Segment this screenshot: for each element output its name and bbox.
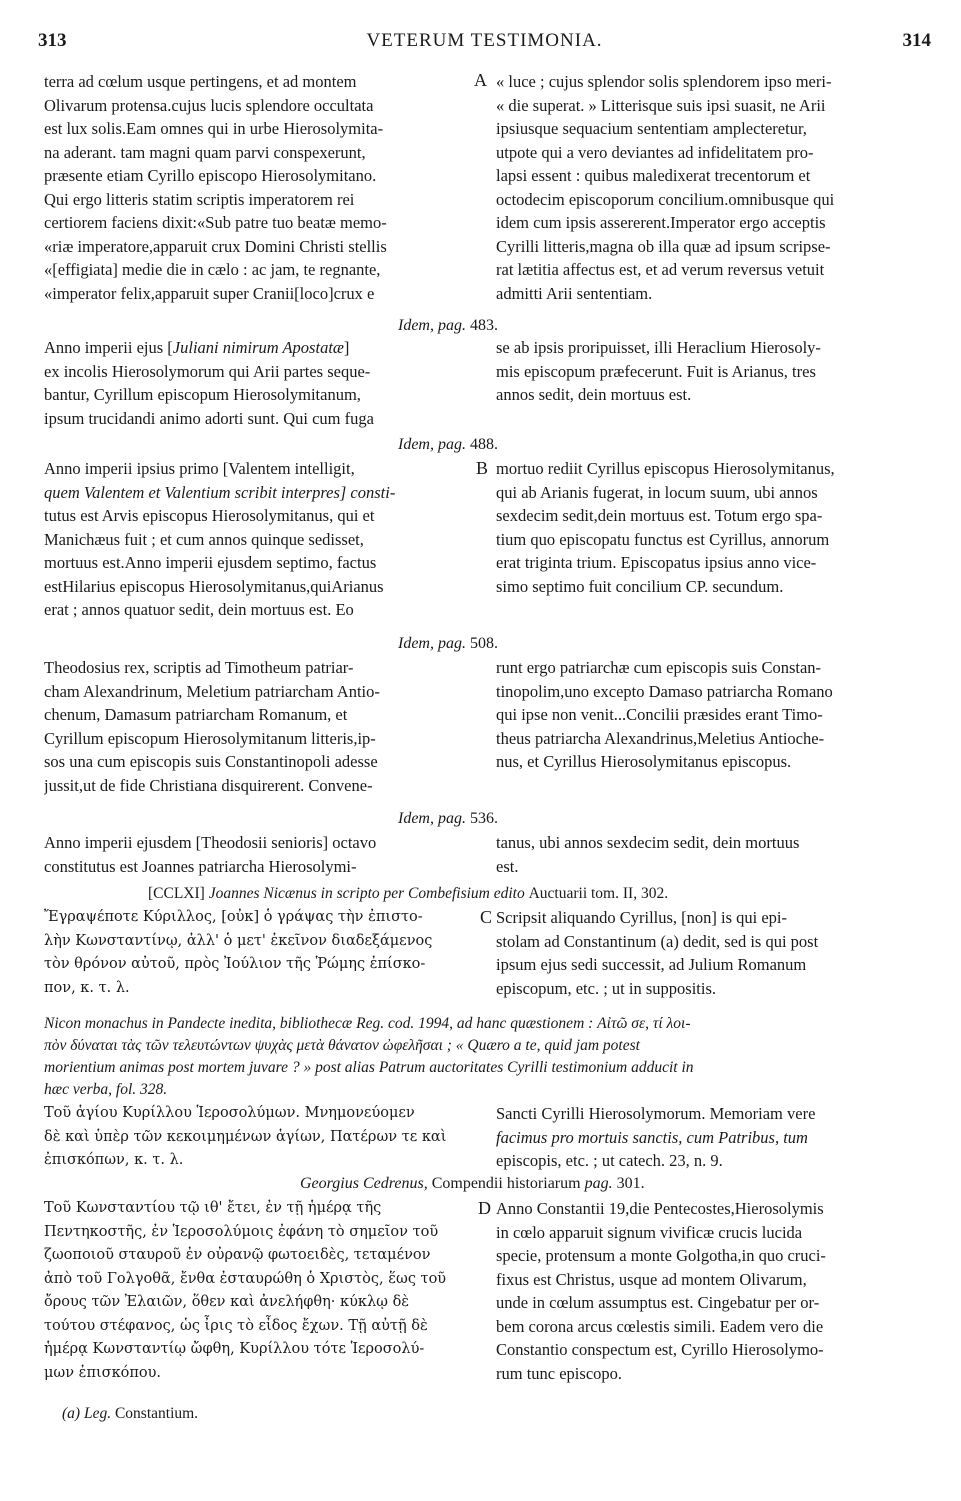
text-line: ζωοποιοῦ σταυροῦ ἐν οὐρανῷ φωτοειδὲς, τεταμένον bbox=[44, 1247, 431, 1263]
section-number: [CCLXI] bbox=[148, 885, 205, 902]
block3-right-column bbox=[496, 457, 928, 598]
block1-right-column bbox=[496, 70, 928, 305]
block7-latin-column bbox=[496, 1102, 928, 1173]
text-line: ipsum trucidandi animo adorti sunt. Qui cum fuga bbox=[44, 408, 374, 428]
text-line: μων ἐπισκόπου. bbox=[44, 1364, 162, 1381]
ref-title: Compendii historiarum bbox=[431, 1175, 581, 1192]
block2-right-column bbox=[496, 336, 928, 407]
text-line: Anno Constantii 19,die Pentecostes,Hierosolymis bbox=[496, 1199, 824, 1218]
block2-left-column bbox=[44, 336, 474, 430]
block1-left-column bbox=[44, 70, 474, 305]
ref-page-number: 301. bbox=[616, 1175, 645, 1192]
ref-author: Idem, bbox=[398, 810, 434, 827]
text-line: na aderant. tam magni quam parvi conspexerunt, bbox=[44, 142, 366, 162]
text-line: ipsiusque sequacium sententiam amplecteretur, bbox=[496, 119, 807, 138]
text-line: ἐπισκόπων, κ. τ. λ. bbox=[44, 1152, 184, 1168]
ref-page-number: 488. bbox=[469, 436, 498, 453]
text-line: Anno imperii ejus [Juliani nimirum Apostatæ] bbox=[44, 338, 350, 357]
text-line: est. bbox=[496, 856, 519, 876]
margin-letter-c: C bbox=[480, 907, 493, 927]
text-line: mis episcopum præfecerunt. Fuit is Arianus, tres bbox=[496, 361, 816, 381]
text-line: Cyrilli litteris,magna ob illa quæ ad ipsum scripse- bbox=[496, 236, 831, 256]
text-line: erat triginta trium. Episcopatus ipsius anno vice- bbox=[496, 553, 817, 572]
text-line: τὸν θρόνον αὐτοῦ, πρὸς Ἰούλιον τῆς Ῥώμης ἐπίσκο- bbox=[44, 956, 426, 972]
text-line: sexdecim sedit,dein mortuus est. Totum ergo spa- bbox=[496, 506, 823, 525]
text-line: Olivarum protensa.cujus lucis splendore occultata bbox=[44, 95, 374, 115]
reference-heading bbox=[300, 1174, 645, 1194]
text-line: qui ipse non venit...Concilii præsides erant Timo- bbox=[496, 705, 823, 724]
text-line: δὲ καὶ ὑπὲρ τῶν κεκοιμημένων ἁγίων, Πατέρων τε καὶ bbox=[44, 1128, 447, 1145]
reference-heading bbox=[398, 435, 498, 455]
text-line: specie, protensum a monte Golgotha,in quo cruci- bbox=[496, 1246, 826, 1265]
text-line: unde in cœlum assumptus est. Cingebatur per or- bbox=[496, 1293, 820, 1312]
text-line: tutus est Arvis episcopus Hierosolymitanus, qui et bbox=[44, 506, 375, 525]
footnote-abbr: Leg. bbox=[83, 1405, 112, 1422]
text-line: rum tunc episcopo. bbox=[496, 1363, 623, 1383]
text-line: Theodosius rex, scriptis ad Timotheum patriar- bbox=[44, 658, 354, 677]
block4-right-column bbox=[496, 656, 928, 774]
ref-author: Idem, bbox=[398, 317, 434, 334]
block4-left-column bbox=[44, 656, 474, 797]
text-line: ἡμέρᾳ Κωνσταντίῳ ὤφθη, Κυρίλλου τότε Ἱεροσολύ- bbox=[44, 1341, 425, 1357]
block7-greek-column bbox=[44, 1102, 474, 1173]
ref-pag: pag. bbox=[437, 810, 466, 827]
ref-page-number: 508. bbox=[469, 635, 498, 652]
text-line: theus patriarcha Alexandrinus,Meletius Antioche- bbox=[496, 728, 825, 748]
text-line: stolam ad Constantinum (a) dedit, sed is qui post bbox=[496, 931, 819, 951]
text-line: præsente etiam Cyrillo episcopo Hierosolymitano. bbox=[44, 166, 377, 185]
reference-heading bbox=[398, 809, 498, 829]
ref-pag: pag. bbox=[437, 635, 466, 652]
text-line: πον, κ. τ. λ. bbox=[44, 979, 130, 996]
margin-letter-b: B bbox=[476, 458, 489, 478]
text-line: «[effigiata] medie die in cælo : ac jam, te regnante, bbox=[44, 260, 381, 279]
page-number-left: 313 bbox=[38, 30, 67, 51]
page-header bbox=[38, 30, 931, 60]
ref-author: Idem, bbox=[398, 635, 434, 652]
text-line: admitti Arii sententiam. bbox=[496, 283, 653, 303]
text-line: chenum, Damasum patriarcham Romanum, et bbox=[44, 705, 348, 724]
text-line: certiorem faciens dixit:«Sub patre tuo beatæ memo- bbox=[44, 213, 387, 232]
section-source: Joannes Nicænus in scripto per Combefisium edito bbox=[208, 885, 525, 902]
reference-heading bbox=[398, 316, 498, 336]
text-line: idem cum ipsis assererent.Imperator ergo acceptis bbox=[496, 213, 826, 232]
text-line: ipsum ejus sedi successit, ad Julium Romanum bbox=[496, 955, 807, 974]
margin-letter-d: D bbox=[478, 1198, 491, 1218]
text-line: ἀπὸ τοῦ Γολγοθᾶ, ἔνθα ἐσταυρώθη ὁ Χριστὸς, ἕως τοῦ bbox=[44, 1270, 447, 1287]
text-line: fixus est Christus, usque ad montem Olivarum, bbox=[496, 1269, 807, 1289]
text-line: episcopum, etc. ; ut in suppositis. bbox=[496, 978, 716, 998]
text-line: est lux solis.Eam omnes qui in urbe Hierosolymita- bbox=[44, 119, 384, 138]
margin-letter-a: A bbox=[474, 70, 487, 90]
text-line: Manichæus fuit ; et cum annos quinque sedisset, bbox=[44, 529, 364, 549]
text-line: Πεντηκοστῆς, ἐν Ἱεροσολύμοις ἐφάνη τὸ σημεῖον τοῦ bbox=[44, 1223, 439, 1240]
text-line: Anno imperii ipsius primo [Valentem intelligit, bbox=[44, 459, 355, 478]
block3-left-column bbox=[44, 457, 474, 622]
text-line: mortuus est.Anno imperii ejusdem septimo, factus bbox=[44, 553, 377, 572]
text-line: simo septimo fuit concilium CP. secundum. bbox=[496, 576, 784, 596]
text-line: erat ; annos quatuor sedit, dein mortuus est. Eo bbox=[44, 600, 354, 619]
text-line: jussit,ut de fide Christiana disquirerent. Convene- bbox=[44, 775, 373, 795]
text-line: τούτου στέφανος, ὡς ἶρις τὸ εἶδος ἔχων. Τῇ αὐτῇ δὲ bbox=[44, 1317, 428, 1334]
text-line: nus, et Cyrillus Hierosolymitanus episcopus. bbox=[496, 752, 792, 771]
text-line: Qui ergo litteris statim scriptis imperatorem rei bbox=[44, 189, 355, 209]
text-line: «imperator felix,apparuit super Cranii[loco]crux e bbox=[44, 283, 375, 303]
text-line: πὸν δύναται τὰς τῶν τελευτώντων ψυχὰς μετὰ θάνατον ὠφελῆσαι ; « Quæro a te, quid jam potest bbox=[44, 1037, 640, 1054]
text-line: Τοῦ Κωνσταντίου τῷ ιθ' ἔτει, ἐν τῇ ἡμέρᾳ τῆς bbox=[44, 1200, 382, 1216]
text-line: episcopis, etc. ; ut catech. 23, n. 9. bbox=[496, 1151, 723, 1170]
text-line: «riæ imperatore,apparuit crux Domini Christi stellis bbox=[44, 236, 387, 256]
text-line: Τοῦ ἁγίου Κυρίλλου Ἱεροσολύμων. Μνημονεύομεν bbox=[44, 1105, 415, 1121]
nicon-paragraph bbox=[44, 1013, 930, 1101]
text-line: cham Alexandrinum, Meletium patriarcham Antio- bbox=[44, 681, 380, 701]
text-line: annos sedit, dein mortuus est. bbox=[496, 385, 692, 404]
text-line: se ab ipsis proripuisset, illi Heraclium Hierosoly- bbox=[496, 338, 821, 357]
text-line: morientium animas post mortem juvare ? » post alias Patrum auctoritates Cyrilli testimonium adducit in bbox=[44, 1059, 694, 1076]
block6-latin-column bbox=[496, 906, 928, 1000]
reference-heading bbox=[398, 634, 498, 654]
block5-right-column bbox=[496, 831, 928, 878]
text-line: λὴν Κωνσταντίνῳ, ἀλλ' ὁ μετ' ἐκεῖνον διαδεξάμενος bbox=[44, 932, 433, 949]
text-line: tanus, ubi annos sexdecim sedit, dein mortuus bbox=[496, 833, 800, 852]
page-number-right: 314 bbox=[902, 30, 931, 51]
section-source-tail: Auctuarii tom. II, 302. bbox=[528, 885, 669, 902]
text-line: « die superat. » Litterisque suis ipsi suasit, ne Arii bbox=[496, 95, 826, 115]
italic-gloss: Juliani nimirum Apostatæ bbox=[172, 338, 344, 357]
text-line: bem corona arcus cœlestis simili. Eadem vero die bbox=[496, 1316, 824, 1336]
ref-author: Idem, bbox=[398, 436, 434, 453]
block5-left-column bbox=[44, 831, 474, 878]
text-line: rat lætitia affectus est, et ad verum reversus vetuit bbox=[496, 260, 825, 279]
text-line: bantur, Cyrillum episcopum Hierosolymitanum, bbox=[44, 385, 361, 404]
block6-greek-column bbox=[44, 906, 474, 1000]
footnote-mark: (a) bbox=[62, 1405, 81, 1422]
text-line: Nicon monachus in Pandecte inedita, bibliothecæ Reg. cod. 1994, ad hanc quæstionem : Αἰτῶ σε, τί λοι- bbox=[44, 1015, 691, 1032]
text-line: utpote qui a vero deviantes ad infidelitatem pro- bbox=[496, 142, 814, 162]
text-line: octodecim episcoporum concilium.omnibusque qui bbox=[496, 189, 835, 209]
text-line: Anno imperii ejusdem [Theodosii senioris] octavo bbox=[44, 833, 377, 852]
text-line: tinopolim,uno excepto Damaso patriarcha Romano bbox=[496, 681, 833, 701]
footnote-text: Constantium. bbox=[114, 1405, 199, 1422]
ref-pag: pag. bbox=[584, 1175, 613, 1192]
text-line: terra ad cœlum usque pertingens, et ad montem bbox=[44, 72, 357, 91]
block8-greek-column bbox=[44, 1197, 474, 1385]
text-line: mortuo rediit Cyrillus episcopus Hierosolymitanus, bbox=[496, 459, 835, 478]
ref-page-number: 483. bbox=[469, 317, 498, 334]
text-line: in cœlo apparuit signum vivificæ crucis lucida bbox=[496, 1222, 803, 1242]
ref-page-number: 536. bbox=[469, 810, 498, 827]
text-line: « luce ; cujus splendor solis splendorem ipso meri- bbox=[496, 72, 832, 91]
text-line: constitutus est Joannes patriarcha Hierosolymi- bbox=[44, 856, 357, 876]
ref-pag: pag. bbox=[437, 317, 466, 334]
text-line: sos una cum episcopis suis Constantinopoli adesse bbox=[44, 752, 378, 771]
text-line: hæc verba, fol. 328. bbox=[44, 1081, 168, 1098]
text-line: runt ergo patriarchæ cum episcopis suis Constan- bbox=[496, 658, 822, 677]
text-line: quem Valentem et Valentium scribit interpres] consti- bbox=[44, 482, 396, 502]
footnote bbox=[62, 1405, 198, 1423]
text-line: estHilarius episcopus Hierosolymitanus,quiArianus bbox=[44, 576, 384, 596]
text-line: Constantio conspectum est, Cyrillo Hierosolymo- bbox=[496, 1340, 824, 1359]
text-line: facimus pro mortuis sanctis, cum Patribus, tum bbox=[496, 1127, 808, 1147]
text-line: Sancti Cyrilli Hierosolymorum. Memoriam vere bbox=[496, 1104, 816, 1123]
block8-latin-column bbox=[496, 1197, 928, 1385]
text-line: lapsi essent : quibus maledixerat trecentorum et bbox=[496, 166, 811, 185]
running-title: VETERUM TESTIMONIA. bbox=[366, 30, 603, 51]
text-line: Ἔγραψέποτε Κύριλλος, [οὐκ] ὁ γράψας τὴν ἐπιστο- bbox=[44, 909, 423, 925]
text-line: ex incolis Hierosolymorum qui Arii partes seque- bbox=[44, 361, 371, 381]
text-line: Cyrillum episcopum Hierosolymitanum litteris,ip- bbox=[44, 728, 376, 748]
ref-author: Georgius Cedrenus, bbox=[300, 1175, 428, 1192]
ref-pag: pag. bbox=[437, 436, 466, 453]
section-heading bbox=[148, 884, 668, 904]
text-line: qui ab Arianis fugerat, in locum suum, ubi annos bbox=[496, 482, 818, 502]
text-line: tium quo episcopatu functus est Cyrillus, annorum bbox=[496, 529, 830, 549]
text-line: Scripsit aliquando Cyrillus, [non] is qui epi- bbox=[496, 908, 788, 927]
text-line: ὄρους τῶν Ἐλαιῶν, ὅθεν καὶ ἀνελήφθη· κύκλῳ δὲ bbox=[44, 1294, 410, 1310]
